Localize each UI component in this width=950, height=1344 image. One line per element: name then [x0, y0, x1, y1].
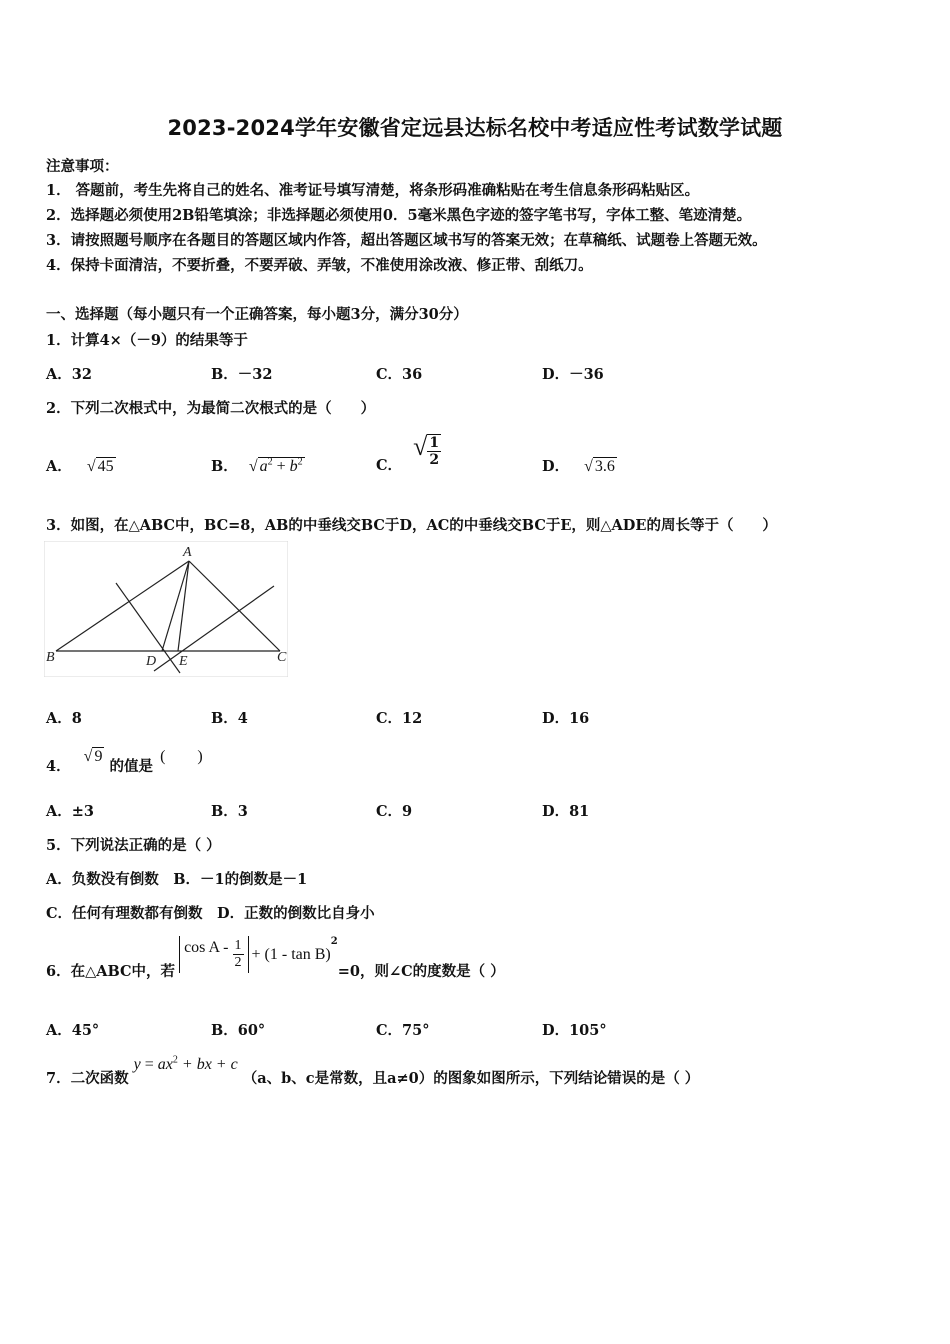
- q7-expr-sup: 2: [172, 1055, 178, 1066]
- q6-option-c: C．75°: [376, 1022, 430, 1039]
- q2-c-numerator: 1: [429, 435, 440, 451]
- q3-option-d: D．16: [542, 710, 590, 727]
- q1-option-c: C．36: [376, 366, 423, 383]
- q2-b-b: b: [289, 458, 298, 475]
- q6-frac-numerator: 1: [234, 938, 242, 953]
- q2-option-b: B． √ $a^2 + b^2$: [211, 456, 303, 475]
- q5-stem: 5．下列说法正确的是（ ）: [46, 837, 221, 854]
- vertex-label-a: A: [183, 545, 192, 560]
- q2-option-a-radicand: 45: [97, 458, 114, 475]
- q1-stem: 1．计算4×（－9）的结果等于: [46, 332, 248, 349]
- q2-b-a: a: [259, 458, 268, 475]
- q6-option-b: B．60°: [211, 1022, 266, 1039]
- section-heading: 一、选择题（每小题只有一个正确答案，每小题3分，满分30分）: [46, 306, 468, 323]
- q6-pre: 6．在△ABC中，若: [46, 963, 176, 980]
- q4-option-a: A．±3: [46, 803, 94, 820]
- q6-stem: [46, 936, 505, 980]
- q7-expr-rest: + bx + c: [177, 1056, 238, 1074]
- q7-expression: [134, 1056, 238, 1073]
- point-label-d: D: [146, 654, 157, 669]
- vertex-label-b: B: [46, 650, 55, 665]
- notice-item-4: 4．保持卡面清洁，不要折叠，不要弄破、弄皱，不准使用涂改液、修正带、刮纸刀。: [46, 257, 593, 274]
- q4-number: 4．: [46, 758, 71, 775]
- q7-expr-eq: =: [140, 1056, 158, 1074]
- q1-option-a: A．32: [46, 366, 92, 383]
- q6-option-a: A．45°: [46, 1022, 100, 1039]
- q4-stem: 4． √ 9 的值是 ( ): [46, 748, 203, 775]
- point-label-e: E: [179, 654, 188, 669]
- q6-post: =0，则∠C的度数是（ ）: [337, 963, 505, 980]
- q2-b-plus: +: [272, 458, 290, 475]
- q4-paren: ( ): [160, 748, 203, 765]
- q2-b-sup2: 2: [297, 456, 303, 468]
- q2-option-d-label: D．: [542, 458, 570, 475]
- q6-frac-denominator: 2: [234, 955, 242, 970]
- q3-option-b: B．4: [211, 710, 248, 727]
- q5-options-line-1: A．负数没有倒数 B．－1的倒数是－1: [46, 871, 308, 888]
- q2-option-c: C． √ $\frac{1}{2}$: [376, 432, 440, 474]
- page-title: 2023-2024学年安徽省定远县达标名校中考适应性考试数学试题: [167, 116, 783, 140]
- q1-option-d: D．－36: [542, 366, 604, 383]
- q4-text: 的值是: [109, 758, 153, 775]
- q5-options-line-2: C．任何有理数都有倒数 D．正数的倒数比自身小: [46, 905, 375, 922]
- q7-expr-y: y: [133, 1056, 141, 1074]
- q6-absolute-value: [179, 936, 248, 973]
- notice-item-3: 3．请按照题号顺序在各题目的答题区域内作答，超出答题区域书写的答案无效；在草稿纸、试题卷上答题无效。: [46, 232, 767, 249]
- q2-option-d: D． √ 3.6: [542, 458, 615, 475]
- q3-option-c: C．12: [376, 710, 423, 727]
- q4-option-d: D．81: [542, 803, 590, 820]
- q2-c-denominator: 2: [429, 452, 440, 468]
- q6-cos: cos A -: [184, 939, 229, 957]
- q1-option-b: B．－32: [211, 366, 273, 383]
- q7-expr-ax: ax: [157, 1056, 173, 1074]
- q6-tan: + (1 - tan B): [251, 946, 331, 963]
- q6-option-d: D．105°: [542, 1022, 607, 1039]
- q7-pre: 7．二次函数: [46, 1070, 129, 1087]
- q6-sup: 2: [330, 936, 338, 947]
- q7-stem: [46, 1055, 700, 1087]
- q3-option-a: A．8: [46, 710, 82, 727]
- q2-option-d-radicand: 3.6: [594, 458, 615, 475]
- q2-b-sup1: 2: [267, 456, 273, 468]
- q2-option-c-label: C．: [376, 457, 403, 474]
- q4-radicand: 9: [94, 748, 103, 765]
- q3-stem: 3．如图，在△ABC中，BC=8，AB的中垂线交BC于D，AC的中垂线交BC于E，则△ADE的周长等于（ ）: [46, 517, 777, 534]
- notice-item-2: 2．选择题必须使用2B铅笔填涂；非选择题必须使用0．5毫米黑色字迹的签字笔书写，字体工整、笔迹清楚。: [46, 207, 752, 224]
- q2-stem: 2．下列二次根式中，为最简二次根式的是（ ）: [46, 400, 376, 417]
- notice-item-1: 1． 答题前，考生先将自己的姓名、准考证号填写清楚，将条形码准确粘贴在考生信息条形码粘贴区。: [46, 182, 700, 199]
- q3-triangle-figure: [44, 541, 288, 677]
- q2-option-b-label: B．: [211, 458, 238, 475]
- notice-heading: 注意事项：: [46, 158, 119, 175]
- q4-option-b: B．3: [211, 803, 248, 820]
- q2-option-a-label: A．: [46, 458, 72, 475]
- q4-option-c: C．9: [376, 803, 413, 820]
- vertex-label-c: C: [277, 650, 287, 665]
- q7-post: （a、b、c是常数，且a≠0）的图象如图所示，下列结论错误的是（ ）: [242, 1070, 700, 1087]
- q2-option-a: A． √ 45: [46, 458, 114, 475]
